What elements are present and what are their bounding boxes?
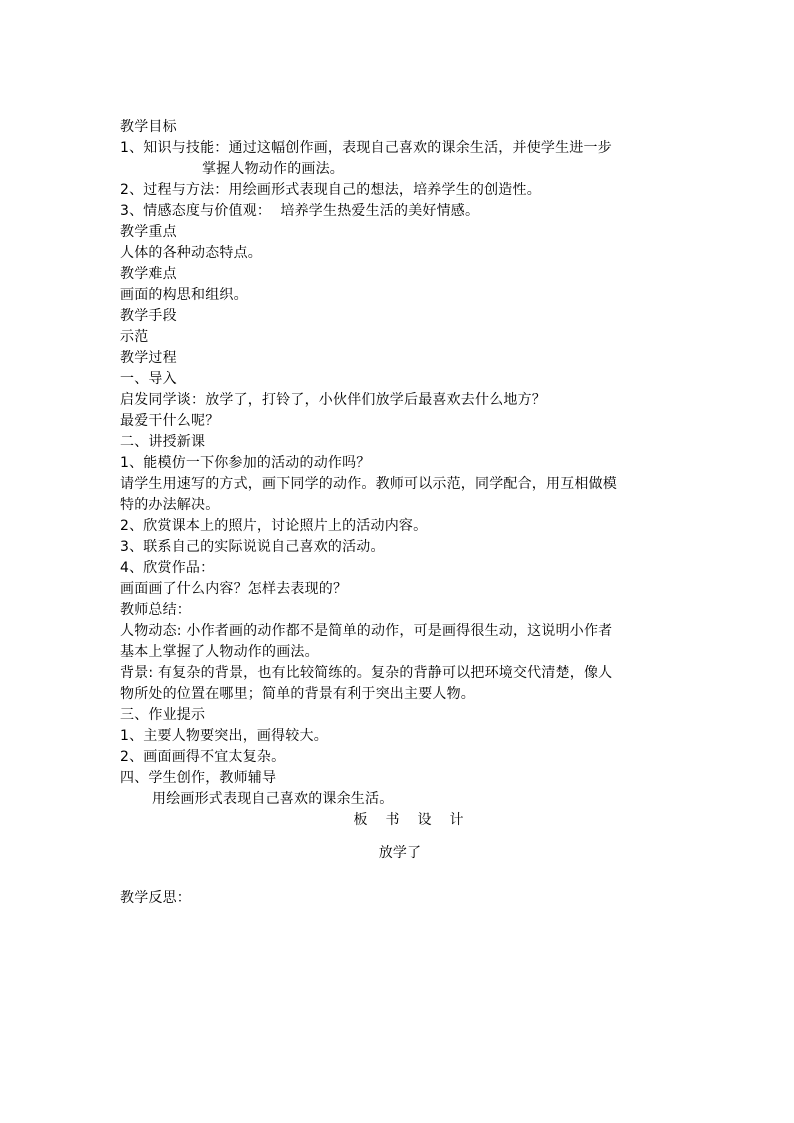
summary-paragraph-1-line-2: 基本上掌握了人物动作的画法。: [120, 644, 319, 660]
step-2-item-4-body: 画面画了什么内容？怎样去表现的？: [120, 581, 348, 597]
summary-paragraph-2-line-1: 背景: 有复杂的背景，也有比较简练的。复杂的背静可以把环境交代清楚，像人: [120, 665, 613, 681]
board-design-title: 板书设计: [353, 812, 482, 828]
summary-heading: 教师总结：: [120, 602, 191, 618]
goal-1-line-2: 掌握人物动作的画法。: [202, 161, 344, 177]
goal-3: 3、情感态度与价值观： 培养学生热爱生活的美好情感。: [120, 203, 480, 219]
means-body: 示范: [120, 329, 149, 345]
step-2-item-2: 2、欣赏课本上的照片，讨论照片上的活动内容。: [120, 518, 428, 534]
step-2-heading: 二、讲授新课: [120, 434, 206, 450]
process-heading: 教学过程: [120, 350, 177, 366]
reflection-heading: 教学反思：: [120, 890, 191, 906]
goal-heading: 教学目标: [120, 119, 177, 135]
focus-heading: 教学重点: [120, 224, 177, 240]
focus-body: 人体的各种动态特点。: [120, 245, 262, 261]
goal-1-line-1: 1、知识与技能：通过这幅创作画，表现自己喜欢的课余生活，并使学生进一步: [120, 140, 612, 156]
step-3-item-1: 1、主要人物要突出，画得较大。: [120, 728, 328, 744]
step-1-heading: 一、导入: [120, 371, 177, 387]
step-1-line-2: 最爱干什么呢？: [120, 413, 220, 429]
step-2-item-4: 4、欣赏作品：: [120, 560, 215, 576]
lesson-plan-body: [120, 117, 680, 909]
step-2-item-3: 3、联系自己的实际说说自己喜欢的活动。: [120, 539, 385, 555]
step-3-heading: 三、作业提示: [120, 707, 206, 723]
step-4-body: 用绘画形式表现自己喜欢的课余生活。: [152, 791, 394, 807]
goal-2: 2、过程与方法：用绘画形式表现自己的想法，培养学生的创造性。: [120, 182, 541, 198]
step-2-item-1-body-line-1: 请学生用速写的方式，画下同学的动作。教师可以示范，同学配合，用互相做模: [120, 476, 617, 492]
board-design-content: 放学了: [378, 845, 422, 861]
step-4-heading: 四、学生创作，教师辅导: [120, 770, 277, 786]
summary-paragraph-1-line-1: 人物动态: 小作者画的动作都不是简单的动作，可是画得很生动，这说明小作者: [120, 623, 613, 639]
step-3-item-2: 2、画面画得不宜太复杂。: [120, 749, 286, 765]
means-heading: 教学手段: [120, 308, 177, 324]
step-2-item-1: 1、能模仿一下你参加的活动的动作吗？: [120, 455, 371, 471]
summary-paragraph-2-line-2: 物所处的位置在哪里；简单的背景有利于突出主要人物。: [120, 686, 475, 702]
difficulty-body: 画面的构思和组织。: [120, 287, 248, 303]
difficulty-heading: 教学难点: [120, 266, 177, 282]
step-2-item-1-body-line-2: 特的办法解决。: [120, 497, 220, 513]
step-1-line-1: 启发同学谈：放学了，打铃了，小伙伴们放学后最喜欢去什么地方？: [120, 392, 546, 408]
